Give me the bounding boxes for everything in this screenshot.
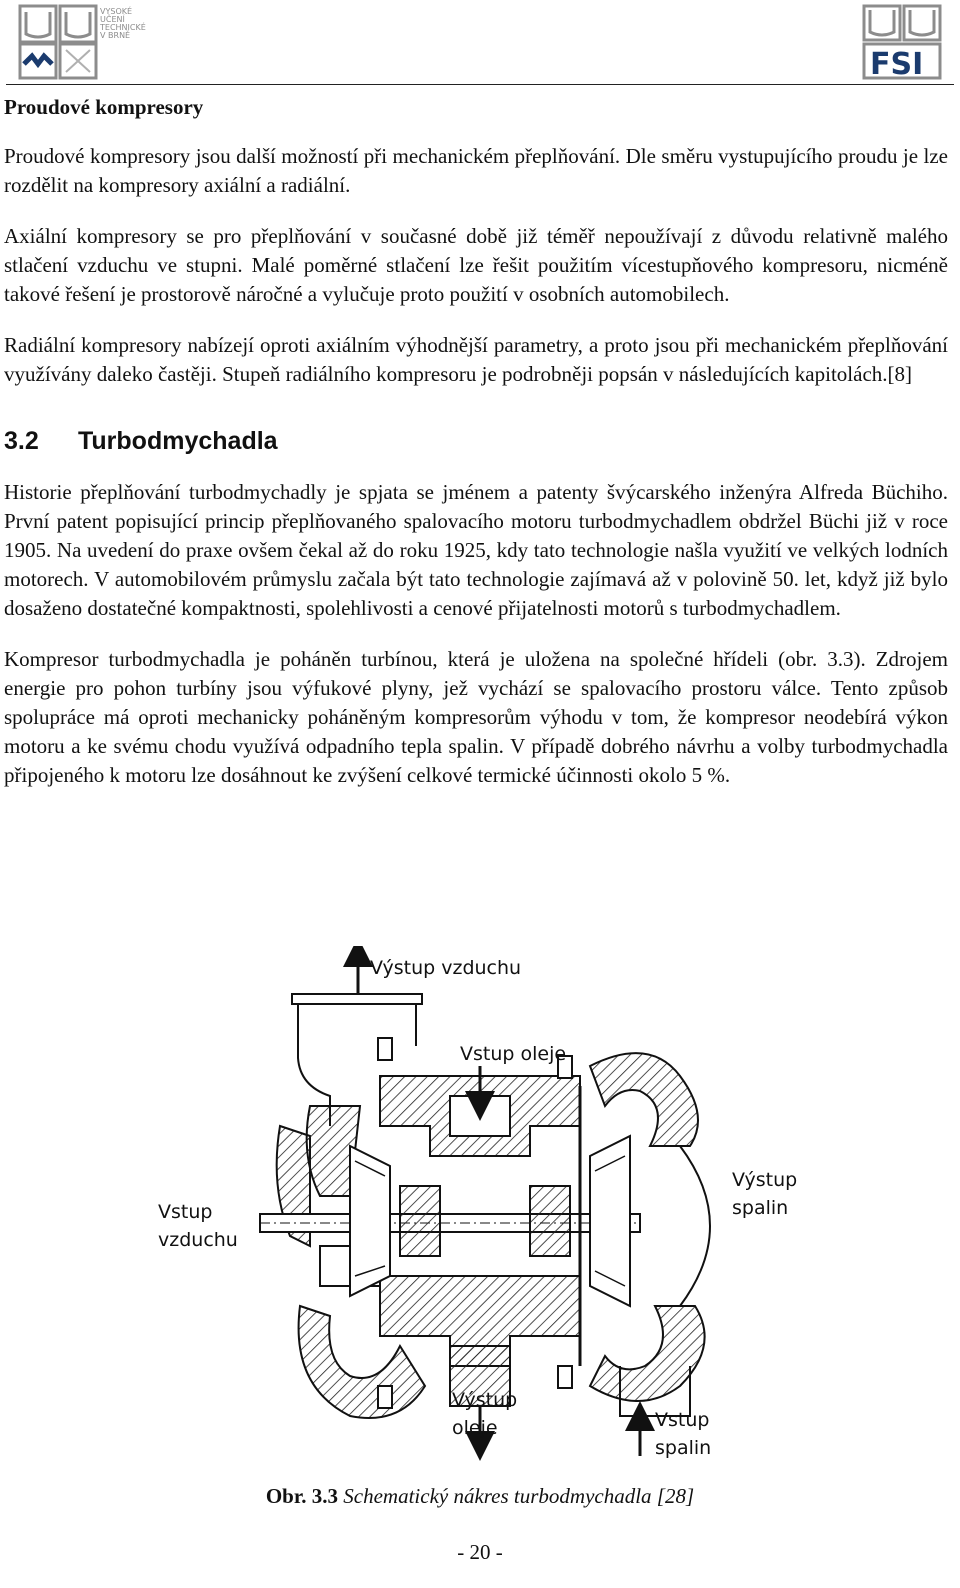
label-oil-out-1: Výstup: [452, 1389, 518, 1411]
label-exhaust-in-1: Vstup: [655, 1409, 710, 1431]
caption-label: Obr. 3.3: [265, 1484, 339, 1508]
fsi-logo: [862, 4, 942, 80]
page-number: - 20 -: [457, 1540, 503, 1564]
chapter-paragraph-1: Historie přeplňování turbodmychadly je spjata se jménem a patenty švýcarského inženýra Alfreda Büchiho. První patent popisující princip přeplňovaného spalovacího motoru turbodmychadlem obdržel Büchi již v roce 1905. Na uvedení do praxe ovšem čekal až do roku 1925, kdy tato technologie našla využití ve velkých lodních motorech. V automobilovém průmyslu začala být tato technologie zajímavá až v polovině 50. let, když již bylo dosaženo dostatečné kompaktnosti, spolehlivosti a cenové přijatelnosti motorů s turbodmychadlem.: [4, 480, 948, 620]
label-air-in-1: Vstup: [158, 1201, 213, 1223]
section-title: Proudové kompresory: [4, 95, 204, 119]
section-paragraph-3: Radiální kompresory nabízejí oproti axiálním výhodnější parametry, a proto jsou při mechanickém přeplňování využívány daleko častěji. Stupeň radiálního kompresoru je podrobněji popsán v následujících kapitolách.[8]: [4, 333, 948, 386]
page-content: [4, 95, 948, 812]
chapter-title: Turbodmychadla: [78, 427, 278, 455]
chapter-number: 3.2: [4, 427, 39, 455]
caption-text: Schematický nákres turbodmychadla [28]: [343, 1484, 695, 1508]
chapter-paragraph-2: Kompresor turbodmychadla je poháněn turbínou, která je uložena na společné hřídeli (obr. 3.3). Zdrojem energie pro pohon turbíny jsou výfukové plyny, jež vychází se spalovacího prostoru válce. Tento způsob spolupráce má oproti mechanicky poháněným kompresorům výhodu v tom, že kompresor neodebírá výkon motoru a ke svému chodu využívá odpadního tepla spalin. V případě dobrého návrhu a volby turbodmychadla připojeného k motoru lze dosáhnout ke zvýšení celkové termické účinnosti okolo 5 %.: [4, 647, 948, 787]
turbo-shaft: [260, 1186, 640, 1256]
figure-caption: [0, 1484, 960, 1509]
logo-text-line-3: TECHNICKÉ: [100, 23, 146, 32]
chapter-heading: [4, 427, 948, 456]
header-rule: [6, 84, 954, 85]
label-exhaust-out-2: spalin: [732, 1197, 789, 1219]
logo-text-line-4: V BRNĚ: [100, 31, 131, 40]
section-paragraph-1: Proudové kompresory jsou další možností při mechanickém přeplňování. Dle směru vystupujícího proudu je lze rozdělit na kompresory axiální a radiální.: [4, 144, 948, 197]
turbine-wheel: [590, 1136, 630, 1306]
label-exhaust-in-2: spalin: [655, 1437, 712, 1459]
label-air-in-2: vzduchu: [158, 1229, 238, 1251]
section-paragraph-2: Axiální kompresory se pro přeplňování v současné době již téměř nepoužívají z důvodu relativně malého stlačení vzduchu ve stupni. Malé poměrné stlačení lze řešit použitím vícestupňového kompresoru, nicméně takové řešení je prostorově náročné a vylučuje proto použití v osobních automobilech.: [4, 224, 948, 306]
logo-text-line-2: UČENÍ: [100, 15, 125, 24]
vut-logo: [18, 4, 148, 80]
logo-text-line-1: VYSOKÉ: [100, 7, 133, 16]
fsi-logo-text: FSI: [870, 47, 924, 80]
compressor-wheel: [350, 1146, 390, 1296]
label-exhaust-out-1: Výstup: [732, 1169, 798, 1191]
label-air-out: Výstup vzduchu: [370, 957, 522, 979]
label-oil-in: Vstup oleje: [460, 1043, 567, 1065]
turbocharger-figure: [150, 946, 800, 1466]
label-oil-out-2: oleje: [452, 1417, 498, 1439]
